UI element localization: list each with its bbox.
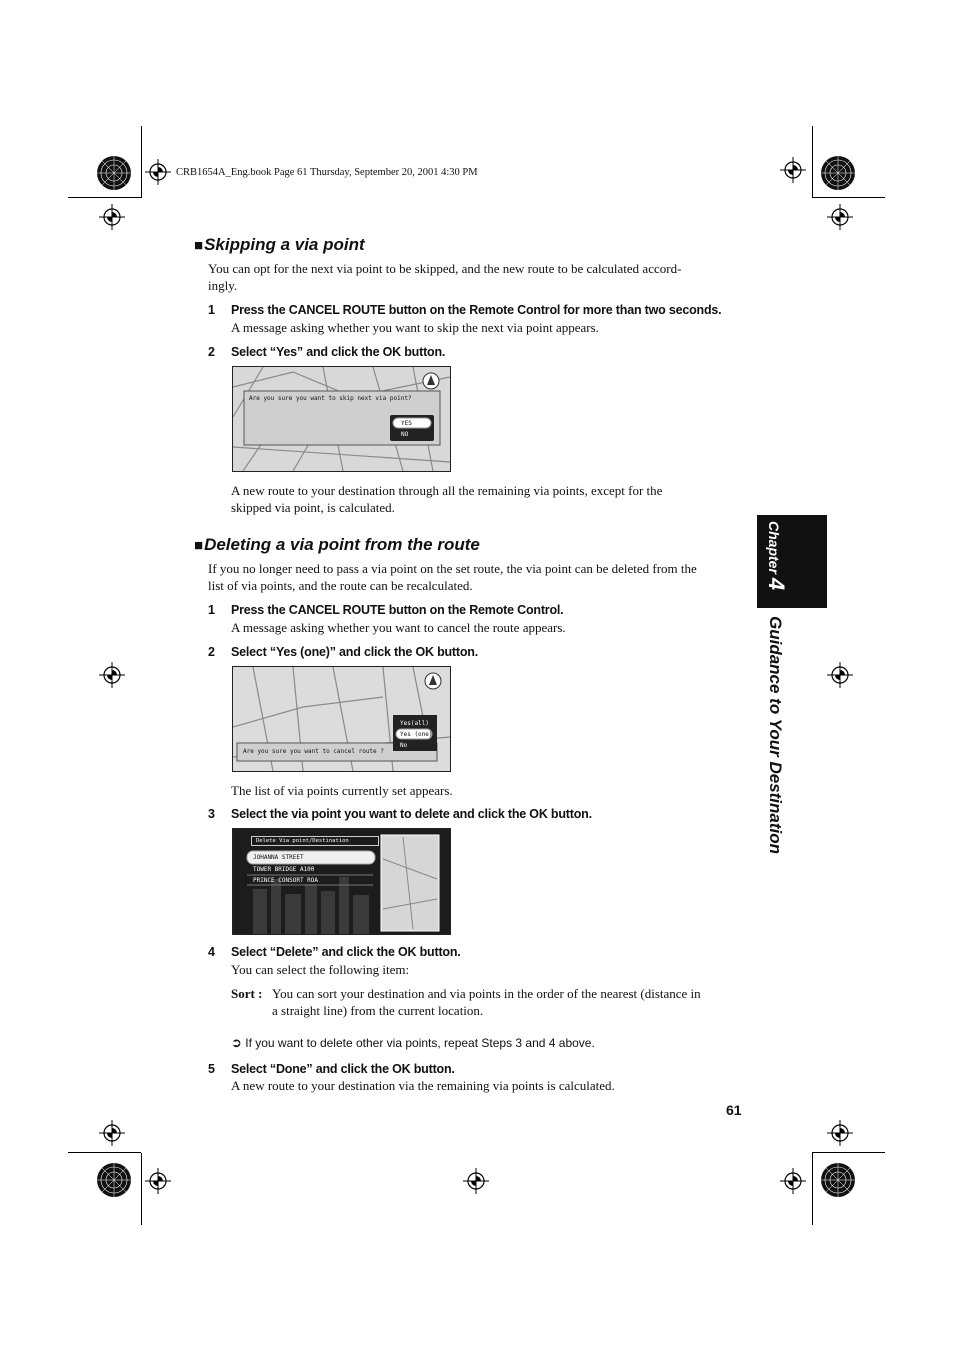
section-heading-skip <box>194 235 365 256</box>
skip-via-point-screenshot <box>232 366 451 472</box>
step-number: 2 <box>208 645 215 659</box>
step-description: A new route to your destination via the remaining via points is calculated. <box>231 1078 615 1093</box>
section2-intro-line1: If you no longer need to pass a via point on the set route, the via point can be deleted from the <box>208 561 697 576</box>
dialog-prompt: Are you sure you want to skip next via point? <box>249 395 412 402</box>
step-instruction: Press the CANCEL ROUTE button on the Remote Control for more than two seconds. <box>231 303 722 317</box>
sort-description-line1: You can sort your destination and via points in the order of the nearest (distance in <box>272 986 701 1001</box>
step-instruction: Select “Delete” and click the OK button. <box>231 945 461 959</box>
step-description: The list of via points currently set appears. <box>231 783 453 798</box>
yes-option[interactable]: YES <box>401 420 412 427</box>
sort-description-line2: a straight line) from the current location. <box>272 1003 484 1018</box>
via-point-list-screenshot <box>232 828 451 935</box>
step-instruction: Select “Yes” and click the OK button. <box>231 345 446 359</box>
via-point-item[interactable]: PRINCE CONSORT ROA <box>253 877 319 884</box>
section1-result-line2: skipped via point, is calculated. <box>231 500 395 515</box>
no-option[interactable]: No <box>400 742 408 749</box>
chapter-label: Chapter <box>766 521 782 574</box>
map-background <box>233 667 450 771</box>
step-number: 1 <box>208 603 215 617</box>
no-option[interactable]: NO <box>401 431 409 438</box>
chapter-number: 4 <box>764 577 789 591</box>
file-info-header: CRB1654A_Eng.book Page 61 Thursday, September 20, 2001 4:30 PM <box>176 167 478 178</box>
step-instruction: Select “Yes (one)” and click the OK button. <box>231 645 479 659</box>
via-point-item[interactable]: JOHANNA STREET <box>253 854 304 861</box>
section-heading-delete <box>194 535 480 556</box>
step-number: 2 <box>208 345 215 359</box>
map-background <box>233 367 450 471</box>
section1-intro-line2: ingly. <box>208 278 238 293</box>
dialog-prompt: Are you sure you want to cancel route ? <box>243 748 384 755</box>
section1-intro-line1: You can opt for the next via point to be skipped, and the new route to be calculated accord- <box>208 261 682 276</box>
heading-title: Deleting a via point from the route <box>204 535 480 554</box>
sort-label: Sort : <box>231 986 263 1001</box>
section1-result-line1: A new route to your destination through all the remaining via points, except for the <box>231 483 663 498</box>
chapter-tab-label <box>763 521 789 590</box>
step-number: 5 <box>208 1062 215 1076</box>
cancel-route-screenshot <box>232 666 451 772</box>
step-description: A message asking whether you want to skip the next via point appears. <box>231 320 599 335</box>
heading-title: Skipping a via point <box>204 235 365 254</box>
step-number: 4 <box>208 945 215 959</box>
page-number: 61 <box>726 1102 742 1118</box>
step-number: 3 <box>208 807 215 821</box>
heading-marker: ■ <box>194 537 204 554</box>
arrow-note-icon: ➲ <box>231 1036 242 1051</box>
step-number: 1 <box>208 303 215 317</box>
chapter-title-vertical: Guidance to Your Destination <box>766 616 785 855</box>
step-instruction: Select the via point you want to delete and click the OK button. <box>231 807 592 821</box>
section2-intro-line2: list of via points, and the route can be recalculated. <box>208 578 473 593</box>
yes-one-option[interactable]: Yes (one) <box>400 731 433 738</box>
step-description: You can select the following item: <box>231 962 410 977</box>
note-text: If you want to delete other via points, repeat Steps 3 and 4 above. <box>245 1036 595 1050</box>
list-title: Delete Via point/Destination <box>251 836 379 846</box>
note-line <box>231 1035 595 1052</box>
step-instruction: Press the CANCEL ROUTE button on the Remote Control. <box>231 603 564 617</box>
via-point-item[interactable]: TOWER BRIDGE A100 <box>253 866 315 873</box>
yes-all-option[interactable]: Yes(all) <box>400 720 429 727</box>
heading-marker: ■ <box>194 237 204 254</box>
step-instruction: Select “Done” and click the OK button. <box>231 1062 455 1076</box>
step-description: A message asking whether you want to cancel the route appears. <box>231 620 566 635</box>
